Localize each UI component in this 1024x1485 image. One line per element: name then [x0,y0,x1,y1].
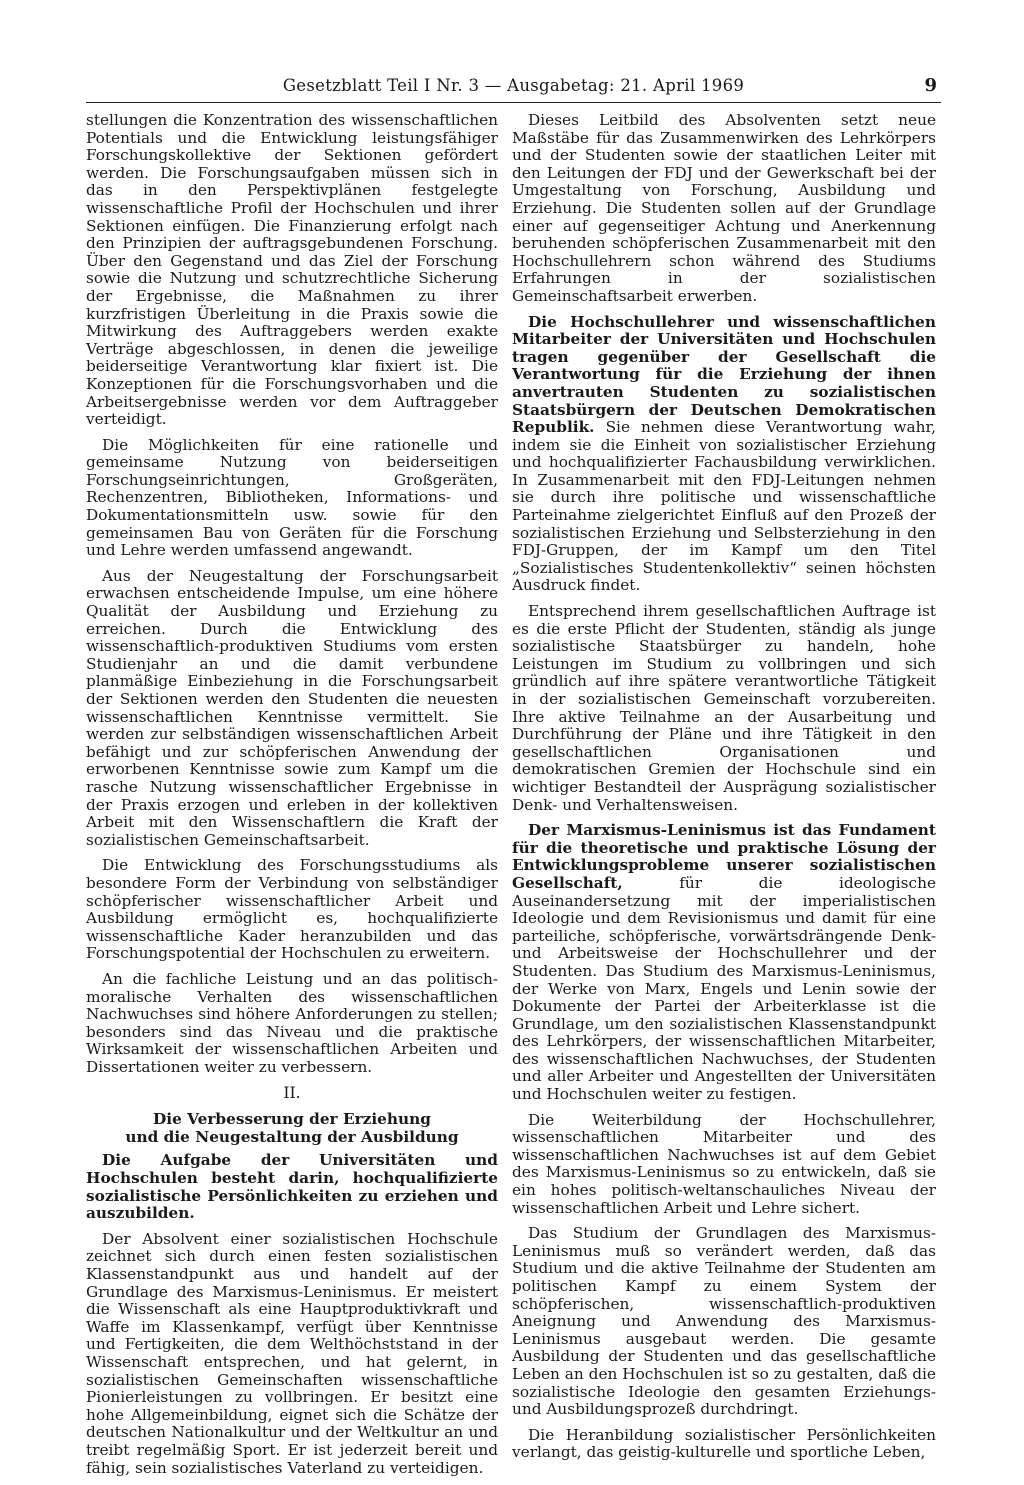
paragraph: Das Studium der Grundlagen des Marxismus-Leninismus muß so verändert werden, daß das Studium und die aktive Teilnahme der Studenten am politischen Kampf zu einem System der schöpferischen, wissenschaftlich-produktiven Aneignung und Anwendung des Marxismus-Leninismus ausgebaut werden. Die gesamte Ausbildung der Studenten und das gesellschaftliche Leben an den Hochschulen ist so zu gestalten, daß die sozialistische Ideologie den gesamten Erziehungs- und Ausbildungsprozeß durchdringt. [512,1224,936,1419]
right-column [512,112,936,1470]
paragraph: Die Möglichkeiten für eine rationelle und gemeinsame Nutzung von beiderseitigen Forschungseinrichtungen, Großgeräten, Rechenzentren, Bibliotheken, Informations- und Dokumentationsmitteln usw. sowie für den gemeinsamen Bau von Geräten für die Forschung und Lehre werden umfassend angewandt. [86,435,498,560]
paragraph: Der Absolvent einer sozialistischen Hochschule zeichnet sich durch einen festen sozialistischen Klassenstandpunkt aus und handelt auf der Grundlage des Marxismus-Leninismus. Er meistert die Wissenschaft als eine Hauptproduktivkraft und Waffe im Klassenkampf, verfügt über Kenntnisse und Fertigkeiten, die dem Welthöchststand in der Wissenschaft entsprechen, und hat gelernt, in sozialistischen Gemeinschaften wissenschaftliche Pionierleistungen zu vollbringen. Er besitzt eine hohe Allgemeinbildung, eignet sich die Schätze der deutschen Nationalkultur und der Weltkultur an und treibt regelmäßig Sport. Er ist jederzeit bereit und fähig, sein sozialistisches Vaterland zu verteidigen. [86,1229,498,1477]
page-number: 9 [924,75,937,96]
paragraph: An die fachliche Leistung und an das politisch-moralische Verhalten des wissenschaftlichen Nachwuchses sind höhere Anforderungen zu stellen; besonders sind das Niveau und die praktische Wirksamkeit der wissenschaftlichen Arbeiten und Dissertationen weiter zu verbessern. [86,969,498,1076]
paragraph: Entsprechend ihrem gesellschaftlichen Auftrage ist es die erste Pflicht der Studenten, ständig als junge sozialistische Staatsbürger zu handeln, hohe Leistungen im Studium zu vollbringen und sich gründlich auf ihre spätere verantwortliche Tätigkeit in der sozialistischen Gemeinschaft vorzubereiten. Ihre aktive Teilnahme an der Ausarbeitung und Durchführung der Pläne und ihre Tätigkeit in den gesellschaftlichen Organisationen und demokratischen Gremien der Hochschule sind ein wichtiger Bestandteil der Ausprägung sozialistischer Denk- und Verhaltensweisen. [512,602,936,814]
paragraph: Dieses Leitbild des Absolventen setzt neue Maßstäbe für das Zusammenwirken des Lehrkörpers und der Studenten sowie der staatlichen Leiter mit den Leitungen der FDJ und der Gewerkschaft bei der Umgestaltung von Forschung, Ausbildung und Erziehung. Die Studenten sollen auf der Grundlage einer auf gegenseitiger Achtung und Anerkennung beruhenden schöpferischen Zusammenarbeit mit den Hochschullehrern schon während des Studiums Erfahrungen in der sozialistischen Gemeinschaftsarbeit erwerben. [512,111,936,305]
paragraph-text: Sie nehmen diese Verantwortung wahr, indem sie die Einheit von sozialistischer Erziehung und hochqualifizierter Fachausbildung verwirklichen. In Zusammenarbeit mit den FDJ-Leitungen nehmen sie durch ihre politische und wissenschaftliche Parteinahme zielgerichtet Einfluß auf den Prozeß der sozialistischen Erziehung und Selbsterziehung in den FDJ-Gruppen, der im Kampf um den Titel „Sozialistisches Studentenkollektiv“ seinen höchsten Ausdruck findet. [512,418,936,595]
section-number: II. [283,1084,301,1103]
section-title-line: Die Verbesserung der Erziehung [153,1110,431,1129]
left-column [86,112,498,1485]
paragraph-text: für die ideologische Auseinandersetzung mit der imperialistischen Ideologie und dem Revisionismus und damit für eine parteiliche, schöpferische, vorwärtsdrängende Denk- und Arbeitsweise der Hochschullehrer und der Studenten. Das Studium des Marxismus-Leninismus, der Werke von Marx, Engels und Lenin sowie der Dokumente der Partei der Arbeiterklasse ist die Grundlage, um den sozialistischen Klassenstandpunkt des Lehrkörpers, der wissenschaftlichen Mitarbeiter, des wissenschaftlichen Nachwuchses, der Studenten und aller Arbeiter und Angestellten der Universitäten und Hochschulen weiter zu festigen. [512,873,936,1104]
bold-lead-paragraph: Die Aufgabe der Universitäten und Hochschulen besteht darin, hochqualifizierte sozialistische Persönlichkeiten zu erziehen und auszubilden. [86,1151,498,1223]
section-title [86,1110,498,1146]
paragraph: stellungen die Konzentration des wissenschaftlichen Potentials und die Entwicklung leistungsfähiger Forschungskollektive der Sektionen gefördert werden. Die Forschungsaufgaben müssen sich in das in den Perspektivplänen festgelegte wissenschaftliche Profil der Hochschulen und ihrer Sektionen einfügen. Die Finanzierung erfolgt nach den Prinzipien der auftragsgebundenen Forschung. Über den Gegenstand und das Ziel der Forschung sowie die Nutzung und schutzrechtliche Sicherung der Ergebnisse, die Maßnahmen zu ihrer kurzfristigen Überleitung in die Praxis sowie die Mitwirkung des Auftraggebers werden exakte Verträge abgeschlossen, in denen die jeweilige beiderseitige Verantwortung klar fixiert ist. Die Konzeptionen für die Forschungsvorhaben und die Arbeitsergebnisse werden vor dem Auftraggeber verteidigt. [86,111,498,429]
paragraph: Aus der Neugestaltung der Forschungsarbeit erwachsen entscheidende Impulse, um eine höhere Qualität der Ausbildung und Erziehung zu erreichen. Durch die Entwicklung des wissenschaftlich-produktiven Studiums vom ersten Studienjahr an und die damit verbundene planmäßige Einbeziehung in die Forschungsarbeit der Sektionen werden den Studenten die neuesten wissenschaftlichen Kenntnisse vermittelt. Sie werden zur selbständigen wissenschaftlichen Arbeit befähigt und zur schöpferischen Anwendung der erworbenen Kenntnisse sowie zum Kampf um die rasche Nutzung wissenschaftlicher Ergebnisse in der Praxis erzogen und erleben in der kollektiven Arbeit mit den Wissenschaftlern die Kraft der sozialistischen Gemeinschaftsarbeit. [86,566,498,849]
bold-lead-text: Der Marxismus-Leninismus ist das Fundament für die theoretische und praktische Lösung der Entwicklungsprobleme unserer sozialistischen Gesellschaft, [512,821,936,892]
section-title-line: und die Neugestaltung der Ausbildung [125,1128,459,1147]
paragraph [512,314,936,596]
bold-lead-text: Die Hochschullehrer und wissenschaftlichen Mitarbeiter der Universitäten und Hochschulen tragen gegenüber der Gesellschaft die Verantwortung für die Erziehung der ihnen anvertrauten Studenten zu sozialistischen Staatsbürgern der Deutschen Demokratischen Republik. [512,312,936,437]
header-title: Gesetzblatt Teil I Nr. 3 — Ausgabetag: 21. April 1969 [282,76,745,95]
paragraph: Die Weiterbildung der Hochschullehrer, wissenschaftlichen Mitarbeiter und des wissenschaftlichen Nachwuchses ist auf dem Gebiet des Marxismus-Leninismus so zu entwickeln, daß sie ein hohes politisch-weltanschauliches Niveau der wissenschaftlichen Arbeit und Lehre sichert. [512,1110,936,1217]
paragraph: Die Entwicklung des Forschungsstudiums als besondere Form der Verbindung von selbständiger schöpferischer wissenschaftlicher Arbeit und Ausbildung ermöglicht es, hochqualifizierte wissenschaftliche Kader heranzubilden und das Forschungspotential der Hochschulen zu erweitern. [86,856,498,963]
paragraph: Die Heranbildung sozialistischer Persönlichkeiten verlangt, das geistig-kulturelle und sportliche Leben, [512,1425,936,1462]
paragraph [512,822,936,1104]
page-header [86,76,941,103]
